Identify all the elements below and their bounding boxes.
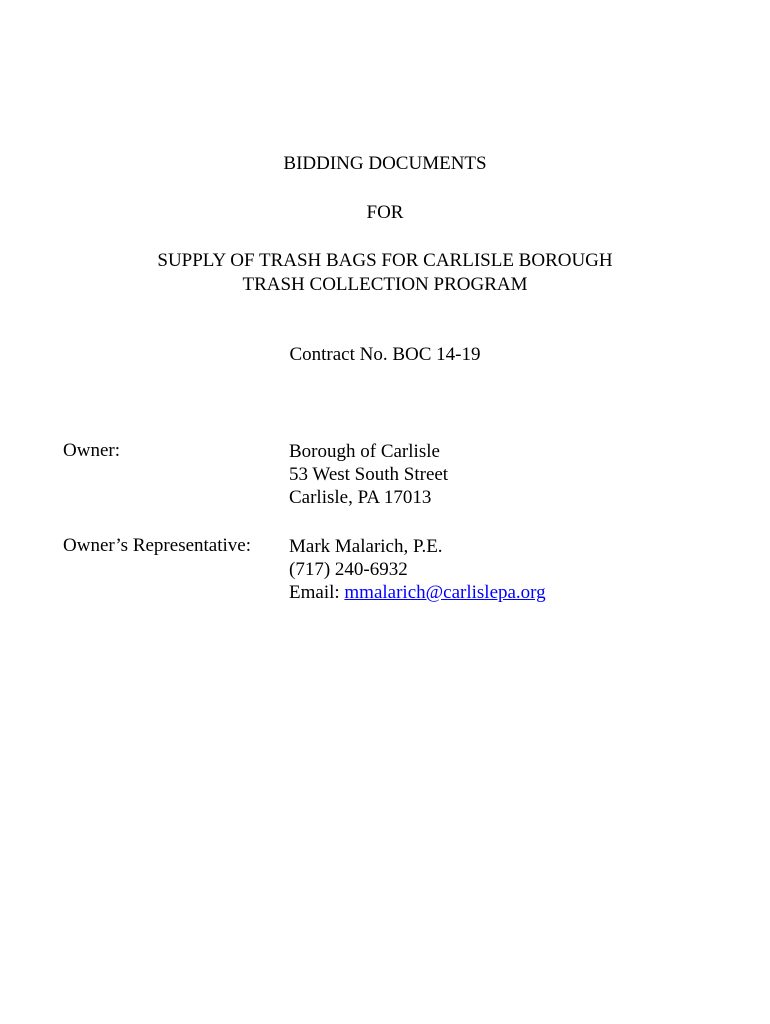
representative-label: Owner’s Representative: <box>63 535 252 556</box>
owner-city-state-zip: Carlisle, PA 17013 <box>289 487 432 508</box>
owner-label: Owner: <box>63 440 120 461</box>
contract-number-text: Contract No. BOC 14-19 <box>289 344 481 365</box>
email-label: Email: <box>289 582 345 603</box>
representative-details <box>289 535 546 604</box>
project-title-line-2: TRASH COLLECTION PROGRAM <box>242 274 528 295</box>
email-link[interactable]: mmalarich@carlislepa.org <box>344 582 546 603</box>
contract-number <box>0 343 770 367</box>
owner-street: 53 West South Street <box>289 464 449 485</box>
representative-name: Mark Malarich, P.E. <box>289 536 443 557</box>
project-title <box>0 249 770 297</box>
owner-name: Borough of Carlisle <box>289 441 440 462</box>
connector-text: FOR <box>366 202 404 223</box>
representative-phone: (717) 240-6932 <box>289 559 408 580</box>
heading-text: BIDDING DOCUMENTS <box>283 153 487 174</box>
document-heading <box>0 152 770 176</box>
representative-email-line <box>289 581 546 604</box>
project-title-line-1: SUPPLY OF TRASH BAGS FOR CARLISLE BOROUGH <box>157 250 613 271</box>
owner-details <box>289 440 448 509</box>
document-connector <box>0 201 770 225</box>
